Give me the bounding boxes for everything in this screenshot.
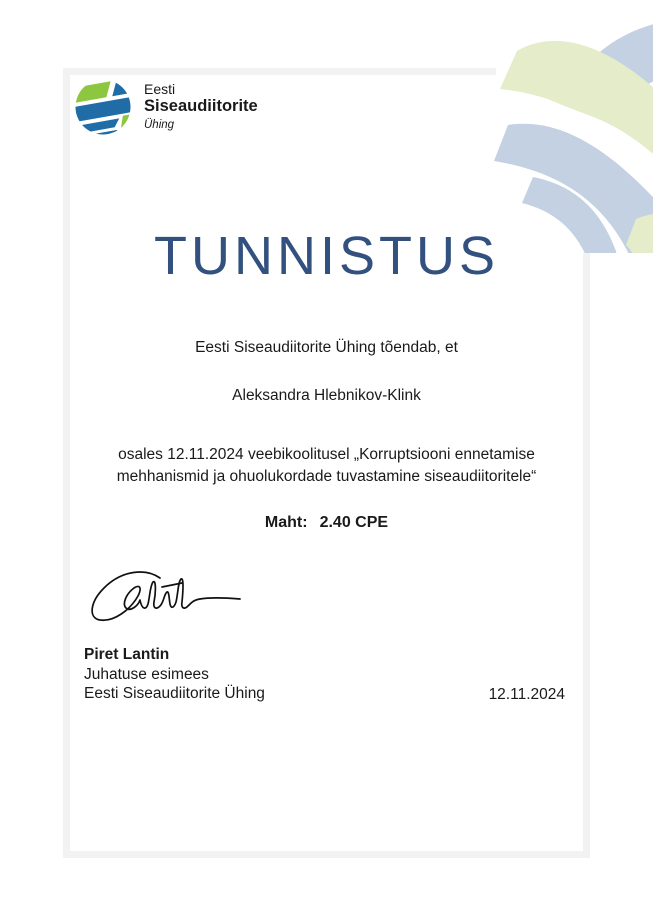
statement-text: Eesti Siseaudiitorite Ühing tõendab, et [195, 339, 458, 356]
volume-line [63, 514, 590, 532]
org-logo [75, 79, 258, 135]
signature-image [84, 566, 244, 628]
org-logo-text [144, 79, 258, 131]
org-logo-line1: Eesti [144, 81, 176, 97]
certificate-date: 12.11.2024 [488, 686, 565, 703]
signer-org: Eesti Siseaudiitorite Ühing [84, 685, 265, 702]
course-description [63, 444, 590, 488]
globe-watermark-icon [478, 13, 653, 253]
volume-value: 2.40 CPE [319, 514, 389, 531]
certificate-title: TUNNISTUS [154, 226, 499, 286]
org-logo-line3: Ühing [144, 118, 175, 131]
signer-name: Piret Lantin [84, 646, 170, 663]
volume-label: Maht: [264, 514, 308, 531]
org-logo-globe-icon [75, 79, 131, 135]
recipient-name: Aleksandra Hlebnikov-Klink [232, 387, 421, 404]
signer-role: Juhatuse esimees [84, 665, 209, 683]
signer-block [84, 645, 265, 704]
org-logo-line2: Siseaudiitorite [144, 97, 258, 116]
course-description-text: osales 12.11.2024 veebikoolitusel „Korruptsiooni ennetamise mehhanismid ja ohuolukordade tuvastamine siseaudiitoritele“ [116, 446, 537, 485]
